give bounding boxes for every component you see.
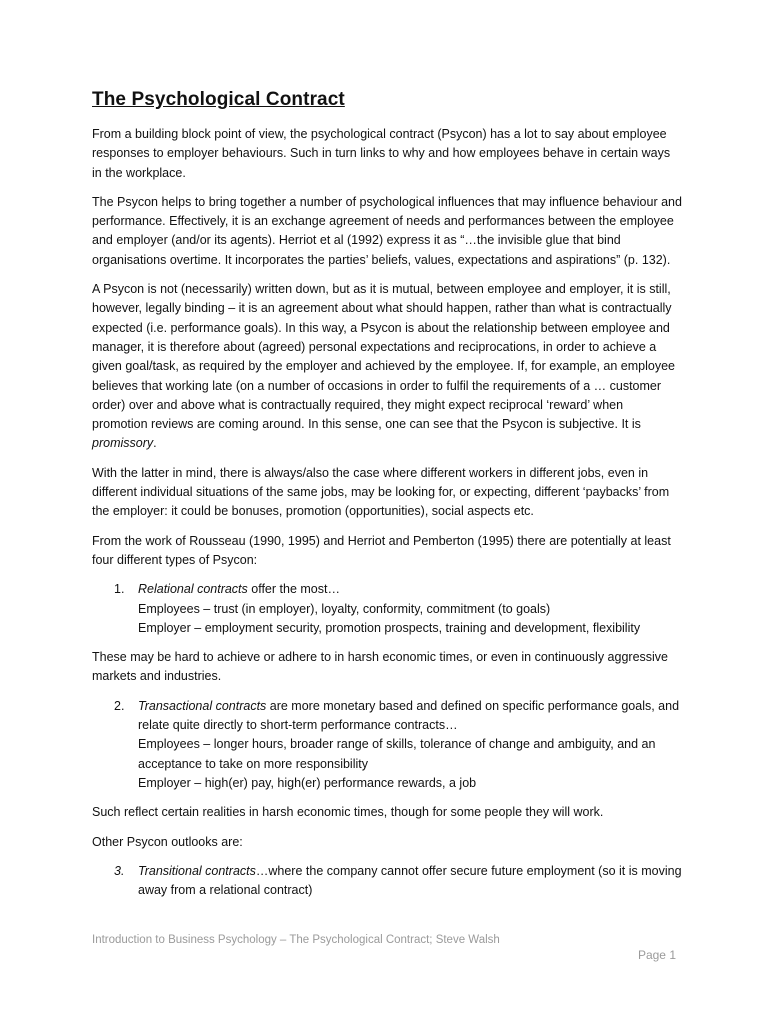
list-number: 2. (114, 698, 125, 713)
paragraph-paybacks: With the latter in mind, there is always/also the case where different workers in different jobs, even in different individual situations of the same jobs, may be looking for, or expecting, different ‘paybacks’ from the employer: it could be bonuses, promotion (opportunities), social aspects etc. (92, 465, 670, 519)
list-item-heading-rest: offer the most… (247, 582, 340, 597)
paragraph-types: From the work of Rousseau (1990, 1995) and Herriot and Pemberton (1995) there are potentially at least four different types of Psycon: (92, 533, 671, 567)
paragraph-harsh: These may be hard to achieve or adhere to in harsh economic times, or even in continuously aggressive markets and industries. (92, 650, 669, 684)
list-item-relational (92, 580, 682, 638)
paragraph-realities: Such reflect certain realities in harsh economic times, though for some people they will work. (92, 805, 604, 820)
paragraph-intro: From a building block point of view, the psychological contract (Psycon) has a lot to say about employee responses to employer behaviours. Such in turn links to why and how employees behave in certain ways in the workplace. (92, 127, 671, 180)
paragraph-definition: The Psycon helps to bring together a number of psychological influences that may influence behaviour and performance. Effectively, it is an exchange agreement of needs and performances between the employee and employer (and/or its agents). Herriot et al (1992) express it as “…the invisible glue that bind organisations overtime. It incorporates the parties’ beliefs, values, expectations and aspirations” (p. 132). (92, 194, 682, 267)
list-number: 3. (114, 863, 125, 878)
list-item-transitional (92, 862, 682, 901)
page-footer: Introduction to Business Psychology – The Psychological Contract; Steve Walsh (92, 934, 500, 946)
list-item-employees: Employees – longer hours, broader range of skills, tolerance of change and ambiguity, and an acceptance to take on more responsibility (138, 737, 656, 771)
list-item-term: Transactional contracts (138, 698, 267, 713)
list-item-term: Transitional contracts (138, 863, 256, 878)
list-item-heading-rest: …where the company cannot offer secure future employment (so it is moving away from a relational contract) (138, 863, 682, 898)
list-item-employees: Employees – trust (in employer), loyalty, conformity, commitment (to goals) (138, 601, 551, 616)
list-item-employer: Employer – high(er) pay, high(er) performance rewards, a job (138, 775, 477, 790)
paragraph-mutual (92, 280, 682, 454)
document-title: The Psychological Contract (92, 89, 345, 110)
list-item-heading (138, 862, 682, 901)
document-body (92, 125, 682, 910)
list-item-transactional (92, 697, 682, 793)
paragraph-mutual-end: . (153, 436, 157, 451)
list-item-heading (138, 580, 682, 599)
paragraph-mutual-text: A Psycon is not (necessarily) written down, but as it is mutual, between employee and employer, it is still, however, legally binding – it is an agreement about what should happen, rather than what is contractually expected (i.e. performance goals). In this way, a Psycon is about the relationship between employee and manager, it is therefore about (agreed) personal expectations and reciprocations, in order to achieve a given goal/task, as required by the employer and achieved by the employee. If, for example, an employee believes that working late (on a number of occasions in order to fulfil the requirements of a … customer order) over and above what is contractually required, they might expect reciprocal ‘reward’ when promotion reviews are coming around. In this sense, one can see that the Psycon is subjective. It is (92, 282, 675, 432)
list-item-term: Relational contracts (138, 582, 248, 597)
list-item-heading (138, 697, 682, 736)
page-number: Page 1 (637, 948, 676, 962)
promissory-term: promissory (92, 436, 154, 451)
list-item-heading-rest: are more monetary based and defined on specific performance goals, and relate quite directly to short-term performance contracts… (138, 698, 680, 733)
paragraph-other-outlooks: Other Psycon outlooks are: (92, 834, 243, 849)
list-item-employer: Employer – employment security, promotion prospects, training and development, flexibility (138, 620, 641, 635)
list-number: 1. (114, 582, 125, 597)
